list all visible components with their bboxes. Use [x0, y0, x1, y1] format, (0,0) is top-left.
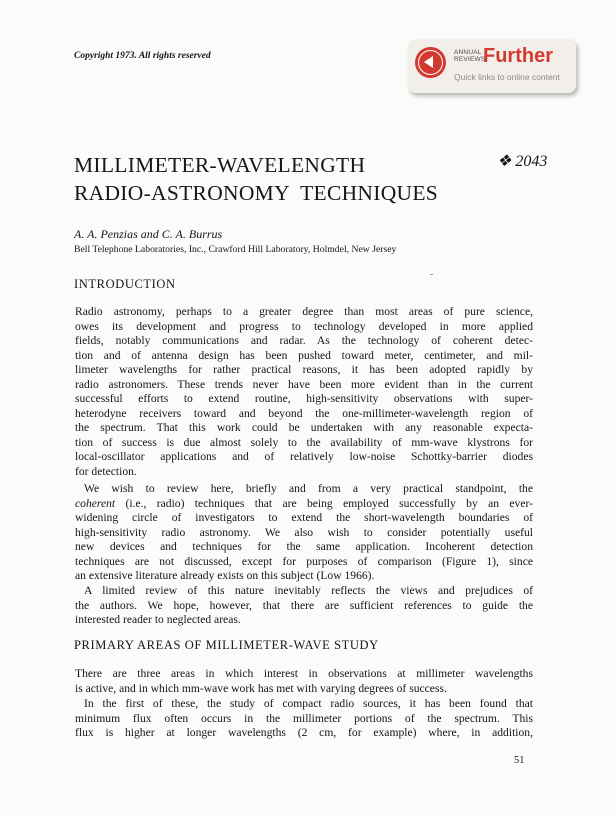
text-line: techniques are not discussed, except for purposes of comparison (Figure 1), since	[75, 554, 533, 568]
text-line: high-sensitivity radio astronomy. We also wish to consider potentially useful	[75, 525, 533, 539]
text-line: Radio astronomy, perhaps to a greater degree than most areas of pure science,	[75, 305, 533, 318]
affiliation: Bell Telephone Laboratories, Inc., Crawford Hill Laboratory, Holmdel, New Jersey	[74, 244, 397, 255]
text-line: new devices and techniques for the same application. Incoherent detection	[75, 540, 533, 553]
text-line: is active, and in which mm-wave work has met with varying degrees of success.	[75, 681, 447, 695]
page-number: 51	[514, 755, 525, 766]
badge-tagline: Quick links to online content	[454, 72, 560, 82]
text-line: coherent (i.e., radio) techniques that are being employed successfully by an ever-	[75, 496, 533, 510]
text-line: minimum flux often occurs in the millimeter portions of the spectrum. This	[75, 711, 533, 725]
text-line: heterodyne receivers toward and beyond the one-millimeter-wavelength region of	[75, 406, 533, 420]
copyright-notice: Copyright 1973. All rights reserved	[74, 51, 211, 61]
text-line: We wish to review here, briefly and from a very practical standpoint, the	[84, 482, 533, 495]
intro-paragraph-1	[75, 305, 533, 479]
text-line: tion and of antenna design has been pushed toward meter, centimeter, and mil-	[75, 348, 533, 362]
intro-paragraph-2	[75, 482, 533, 584]
badge-annual-label: ANNUAL	[454, 49, 482, 56]
annual-reviews-further-badge[interactable]	[408, 39, 576, 93]
text-line: interested reader to neglected areas.	[75, 613, 241, 626]
text-line: widening circle of investigators to extend the short-wavelength boundaries of	[75, 511, 533, 524]
intro-paragraph-3	[75, 584, 533, 628]
text-line: radio astronomers. These trends never have been more evident than in the current	[75, 377, 533, 391]
annual-reviews-logo-icon	[415, 47, 446, 78]
text-line: fields, notably communications and radar. As the technology of coherent detec-	[75, 334, 533, 347]
text-line: local-oscillator applications and of relatively low-noise Schottky-barrier diodes	[75, 450, 533, 463]
text-line: the authors. We hope, however, that there are sufficient references to guide the	[75, 598, 533, 612]
text-line: an extensive literature already exists on this subject (Low 1966).	[75, 569, 375, 582]
text-line: successful efforts to extend routine, high-sensitivity observations with super-	[75, 392, 533, 405]
text-line: tion of success is due almost solely to the availability of mm-wave klystrons for	[75, 435, 533, 449]
text-line: In the first of these, the study of compact radio sources, it has been found that	[84, 697, 533, 710]
text-line: for detection.	[75, 464, 137, 478]
authors: A. A. Penzias and C. A. Burrus	[74, 227, 223, 241]
badge-reviews-label: REVIEWS	[454, 56, 486, 63]
text-line: flux is higher at longer wavelengths (2 cm, for example) where, in addition,	[75, 726, 533, 739]
scan-speck	[430, 274, 433, 275]
article-title	[74, 151, 438, 207]
text-line: limeter wavelengths for rather practical reasons, it has been adopted rapidly by	[75, 363, 533, 376]
section-heading-introduction: INTRODUCTION	[74, 277, 176, 291]
text-line: owes its development and progress to technology developed in more applied	[75, 319, 533, 333]
primary-paragraph-1	[75, 667, 533, 696]
title-line-1: MILLIMETER-WAVELENGTH	[74, 153, 366, 177]
text-line: the spectrum. That this work could be undertaken with any reasonable expecta-	[75, 421, 533, 434]
primary-paragraph-2	[75, 697, 533, 741]
title-line-2: RADIO-ASTRONOMY TECHNIQUES	[74, 181, 439, 205]
text-line: There are three areas in which interest in observations at millimeter wavelengths	[75, 667, 533, 680]
section-heading-primary-areas: PRIMARY AREAS OF MILLIMETER-WAVE STUDY	[74, 638, 379, 652]
page-reference: ❖ 2043	[497, 153, 548, 170]
text-line: A limited review of this nature inevitably reflects the views and prejudices of	[84, 584, 533, 597]
badge-further-label: Further	[483, 45, 553, 67]
